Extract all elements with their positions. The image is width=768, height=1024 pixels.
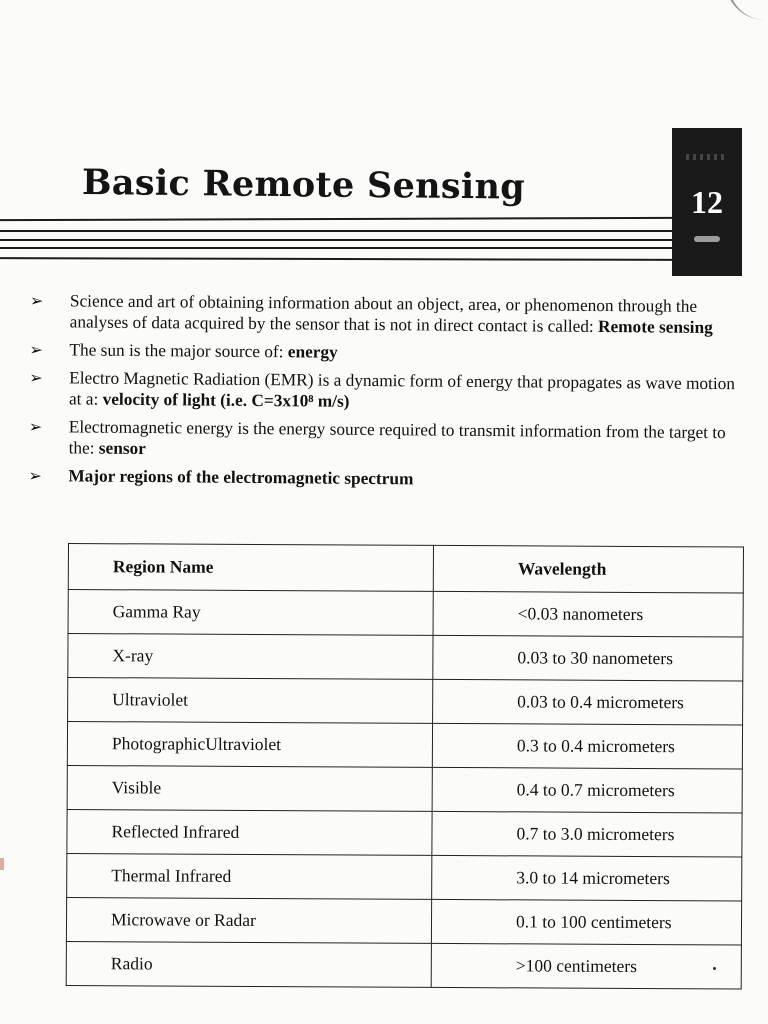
region-name-cell: Gamma Ray xyxy=(68,590,433,636)
title-underline-rules xyxy=(0,214,680,274)
bullet-answer: energy xyxy=(287,342,338,362)
region-name-cell: Microwave or Radar xyxy=(66,897,431,943)
bullet-text: Science and art of obtaining information about an object, area, or phenomenon through the analyses of data acquired by the sensor that is not in direct contact is called: xyxy=(69,291,698,336)
spectrum-table-container xyxy=(66,543,744,990)
arrow-bullet-icon: ➢ xyxy=(29,291,44,311)
wavelength-cell: 0.4 to 0.7 micrometers xyxy=(432,767,742,813)
chapter-title: Basic Remote Sensing xyxy=(81,162,526,208)
title-rule xyxy=(0,257,672,261)
arrow-bullet-icon: ➢ xyxy=(28,466,42,486)
table-row xyxy=(67,853,742,901)
bullet-list xyxy=(26,290,748,499)
ink-dot xyxy=(713,967,716,970)
table-row xyxy=(68,678,743,726)
table-row xyxy=(68,590,743,638)
region-name-cell: X-ray xyxy=(68,634,433,680)
bullet-answer: sensor xyxy=(98,438,146,459)
table-row xyxy=(67,765,742,813)
wavelength-cell: 0.03 to 30 nanometers xyxy=(433,635,743,681)
bullet-item xyxy=(28,290,748,338)
bullet-answer: velocity of light (i.e. C=3x10⁸ m/s) xyxy=(102,389,350,411)
page-corner-shadow xyxy=(725,0,768,20)
table-row xyxy=(67,722,742,770)
arrow-bullet-icon: ➢ xyxy=(29,368,43,388)
wavelength-cell: 0.03 to 0.4 micrometers xyxy=(433,679,743,725)
tab-dots-decoration xyxy=(686,154,726,160)
bullet-text: Electro Magnetic Radiation (EMR) is a dynamic form of energy that propagates as wave motion at a: xyxy=(68,368,736,409)
table-row xyxy=(67,809,742,857)
wavelength-cell: 0.3 to 0.4 micrometers xyxy=(432,723,742,769)
title-rule xyxy=(0,217,672,221)
bullet-item xyxy=(27,416,747,464)
page-edge-mark xyxy=(0,858,4,870)
table-row xyxy=(68,634,743,682)
region-name-cell: Ultraviolet xyxy=(68,678,433,724)
chapter-number-tab xyxy=(672,128,742,276)
arrow-bullet-icon: ➢ xyxy=(28,417,43,437)
table-header-row xyxy=(68,544,743,594)
bullet-item xyxy=(26,465,746,492)
table-header-cell: Region Name xyxy=(68,544,433,592)
title-rule xyxy=(0,239,672,241)
wavelength-cell: 0.7 to 3.0 micrometers xyxy=(432,811,742,857)
region-name-cell: PhotographicUltraviolet xyxy=(67,722,432,768)
table-row xyxy=(66,941,741,989)
bullet-answer: Remote sensing xyxy=(597,316,713,337)
region-name-cell: Thermal Infrared xyxy=(67,853,432,899)
wavelength-cell: >100 centimeters xyxy=(431,943,741,989)
wavelength-cell: 3.0 to 14 micrometers xyxy=(432,855,742,901)
wavelength-cell: <0.03 nanometers xyxy=(433,591,743,637)
wavelength-cell: 0.1 to 100 centimeters xyxy=(431,899,741,945)
table-header-cell: Wavelength xyxy=(433,545,743,593)
bullet-text: The sun is the major source of: xyxy=(69,340,288,362)
region-name-cell: Reflected Infrared xyxy=(67,809,432,855)
arrow-bullet-icon: ➢ xyxy=(29,340,43,360)
bullet-item xyxy=(27,367,747,415)
title-rule xyxy=(0,247,672,249)
spectrum-table xyxy=(66,543,744,990)
bullet-item xyxy=(27,339,747,366)
region-name-cell: Radio xyxy=(66,941,431,987)
bullet-text: Electromagnetic energy is the energy source required to transmit information from the target to the: xyxy=(68,417,726,458)
region-name-cell: Visible xyxy=(67,765,432,811)
bullet-answer: Major regions of the electromagnetic spectrum xyxy=(68,466,414,489)
table-row xyxy=(66,897,741,945)
title-rule xyxy=(0,230,672,232)
tab-mark-decoration xyxy=(694,236,720,242)
chapter-number: 12 xyxy=(691,184,723,220)
